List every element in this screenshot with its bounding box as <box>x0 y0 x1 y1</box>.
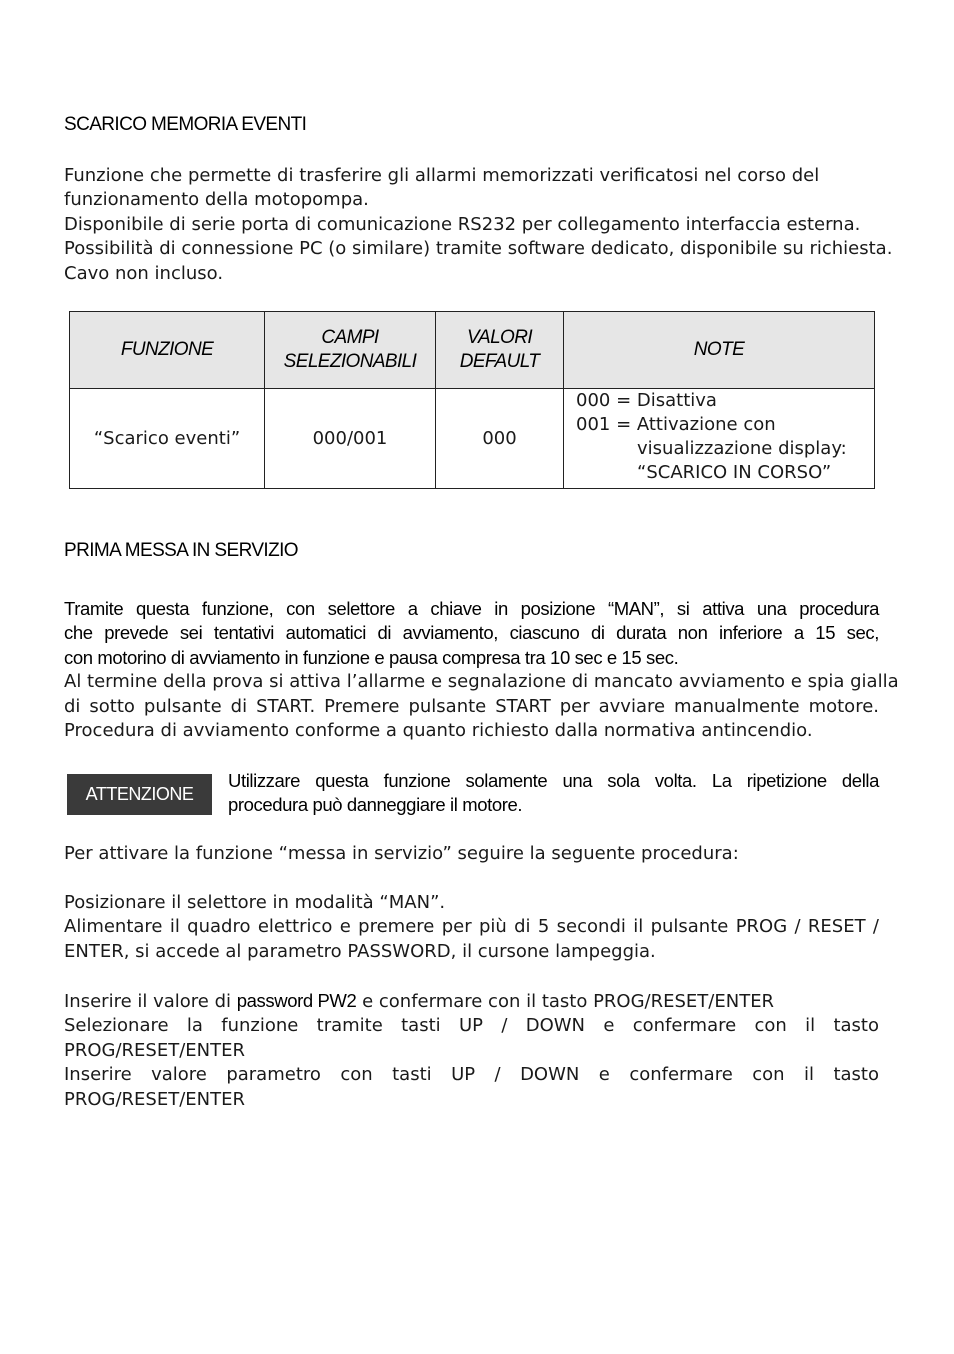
cell-default: 000 <box>436 389 564 489</box>
step-line: Alimentare il quadro elettrico e premere per più di 5 secondi il pulsante PROG / RESET / <box>64 916 879 938</box>
description-line: Disponibile di serie porta di comunicazione RS232 per collegamento interfaccia esterna. <box>64 213 861 235</box>
attention-line: Utilizzare questa funzione solamente una sola volta. La ripetizione della <box>228 770 879 791</box>
header-note: NOTE <box>564 312 875 389</box>
body-line: Procedura di avviamento conforme a quanto richiesto dalla normativa antincendio. <box>64 720 813 742</box>
bold-line: con motorino di avviamento in funzione e pausa compresa tra 10 sec e 15 sec. <box>64 646 679 668</box>
parameter-table <box>69 311 875 489</box>
step-line: Posizionare il selettore in modalità “MAN”. <box>64 892 446 913</box>
note-line: 000 = Disattiva <box>576 390 717 411</box>
procedure-intro: Per attivare la funzione “messa in servizio” seguire la seguente procedura: <box>64 843 739 864</box>
cell-notes <box>564 389 875 489</box>
description-line: funzionamento della motopompa. <box>64 189 369 211</box>
step-line: Selezionare la funzione tramite tasti UP / DOWN e confermare con il tasto <box>64 1015 879 1037</box>
step-line: Inserire il valore di password PW2 e confermare con il tasto PROG/RESET/ENTER <box>64 990 775 1012</box>
cell-funzione: “Scarico eventi” <box>70 389 265 489</box>
attention-line: procedura può danneggiare il motore. <box>228 794 523 816</box>
attention-text <box>228 769 879 818</box>
bold-line: che prevede sei tentativi automatici di avviamento, ciascuno di durata non inferiore a 15 sec, <box>64 622 879 644</box>
section-title-prima-messa: PRIMA MESSA IN SERVIZIO <box>64 540 298 561</box>
table-row <box>70 389 875 489</box>
table-header-row <box>70 312 875 389</box>
attention-badge: ATTENZIONE <box>67 774 212 815</box>
note-line: 001 = Attivazione con <box>576 414 776 435</box>
body-line: di sotto pulsante di START. Premere pulsante START per avviare manualmente motore. <box>64 695 879 717</box>
bold-line: Tramite questa funzione, con selettore a chiave in posizione “MAN”, si attiva una procedura <box>64 598 879 619</box>
header-valori: VALORI DEFAULT <box>436 312 564 389</box>
cell-campi: 000/001 <box>265 389 436 489</box>
step-line: PROG/RESET/ENTER <box>64 1039 245 1061</box>
section2-body <box>64 597 899 743</box>
description-line: Possibilità di connessione PC (o similare) tramite software dedicato, disponibile su richiesta. <box>64 238 893 260</box>
step-line: ENTER, si accede al parametro PASSWORD, il cursone lampeggia. <box>64 940 656 962</box>
note-line: visualizzazione display: <box>637 438 847 459</box>
note-line: “SCARICO IN CORSO” <box>637 462 832 483</box>
procedure-steps-1 <box>64 891 879 964</box>
step-line: Inserire valore parametro con tasti UP / DOWN e confermare con il tasto <box>64 1064 879 1086</box>
section-title-scarico: SCARICO MEMORIA EVENTI <box>64 114 307 135</box>
procedure-steps-2 <box>64 989 879 1112</box>
description-line: Cavo non incluso. <box>64 262 224 284</box>
password-emphasis: password PW2 <box>236 990 357 1011</box>
step-line: PROG/RESET/ENTER <box>64 1088 245 1110</box>
section1-description <box>64 164 893 286</box>
body-line: Al termine della prova si attiva l’allarme e segnalazione di mancato avviamento e spia gialla <box>64 671 899 693</box>
header-funzione: FUNZIONE <box>70 312 265 389</box>
header-campi: CAMPI SELEZIONABILI <box>265 312 436 389</box>
description-line: Funzione che permette di trasferire gli allarmi memorizzati verificatosi nel corso del <box>64 165 820 186</box>
